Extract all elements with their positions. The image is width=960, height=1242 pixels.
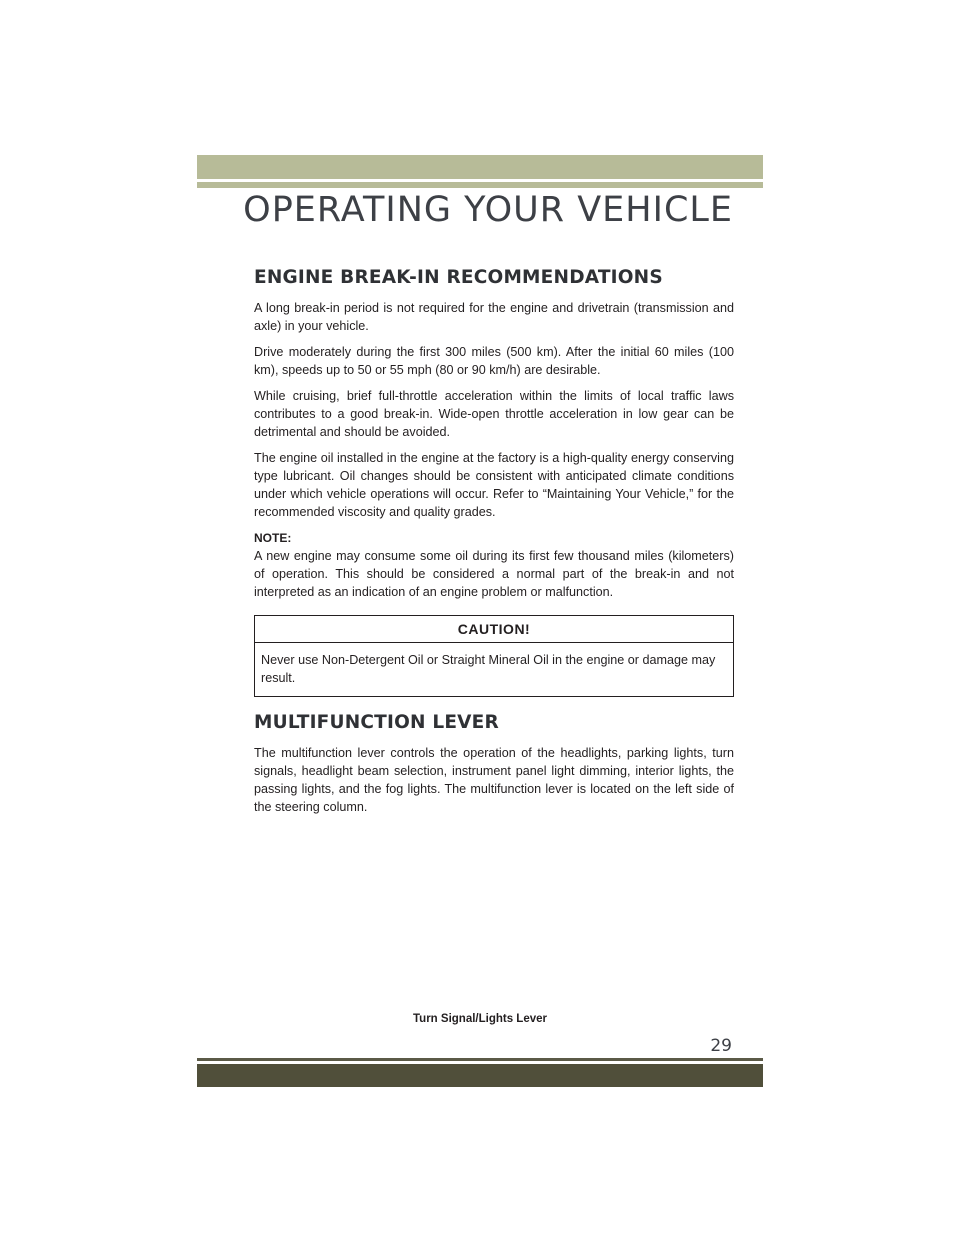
paragraph: A long break-in period is not required for the engine and drivetrain (transmission and axle) in your vehicle. xyxy=(254,301,734,333)
caution-text: Never use Non-Detergent Oil or Straight Mineral Oil in the engine or damage may result. xyxy=(261,653,716,685)
section-title: OPERATING YOUR VEHICLE xyxy=(243,190,733,230)
paragraph: While cruising, brief full-throttle acceleration within the limits of local traffic laws contributes to a good break-in. Wide-open throttle acceleration in low gear can be detrimental and should be avoided. xyxy=(254,389,734,439)
paragraph: The multifunction lever controls the operation of the headlights, parking lights, turn signals, headlight beam selection, instrument panel light dimming, interior lights, the passing lights, and the fog lights. The multifunction lever is located on the left side of the steering column. xyxy=(254,746,734,814)
paragraph: The engine oil installed in the engine at the factory is a high-quality energy conserving type lubricant. Oil changes should be consistent with anticipated climate conditions under which vehicle operations will occur. Refer to “Maintaining Your Vehicle,” for the recommended viscosity and quality grades. xyxy=(254,451,734,519)
caution-box xyxy=(254,615,734,697)
page-content xyxy=(254,266,734,824)
heading-engine-break-in: ENGINE BREAK-IN RECOMMENDATIONS xyxy=(254,267,663,288)
note-label: NOTE: xyxy=(254,531,292,545)
caution-title: CAUTION! xyxy=(255,616,733,643)
footer-rule xyxy=(197,1058,763,1061)
figure-caption: Turn Signal/Lights Lever xyxy=(413,1013,547,1025)
heading-multifunction-lever: MULTIFUNCTION LEVER xyxy=(254,712,499,733)
footer-band xyxy=(197,1064,763,1087)
page-number: 29 xyxy=(710,1036,732,1056)
paragraph: Drive moderately during the first 300 miles (500 km). After the initial 60 miles (100 km), speeds up to 50 or 55 mph (80 or 90 km/h) are desirable. xyxy=(254,345,734,377)
header-rule xyxy=(197,182,763,188)
header-band xyxy=(197,155,763,179)
note-text: A new engine may consume some oil during its first few thousand miles (kilometers) of operation. This should be considered a normal part of the break-in and not interpreted as an indication of an engine problem or malfunction. xyxy=(254,549,734,599)
